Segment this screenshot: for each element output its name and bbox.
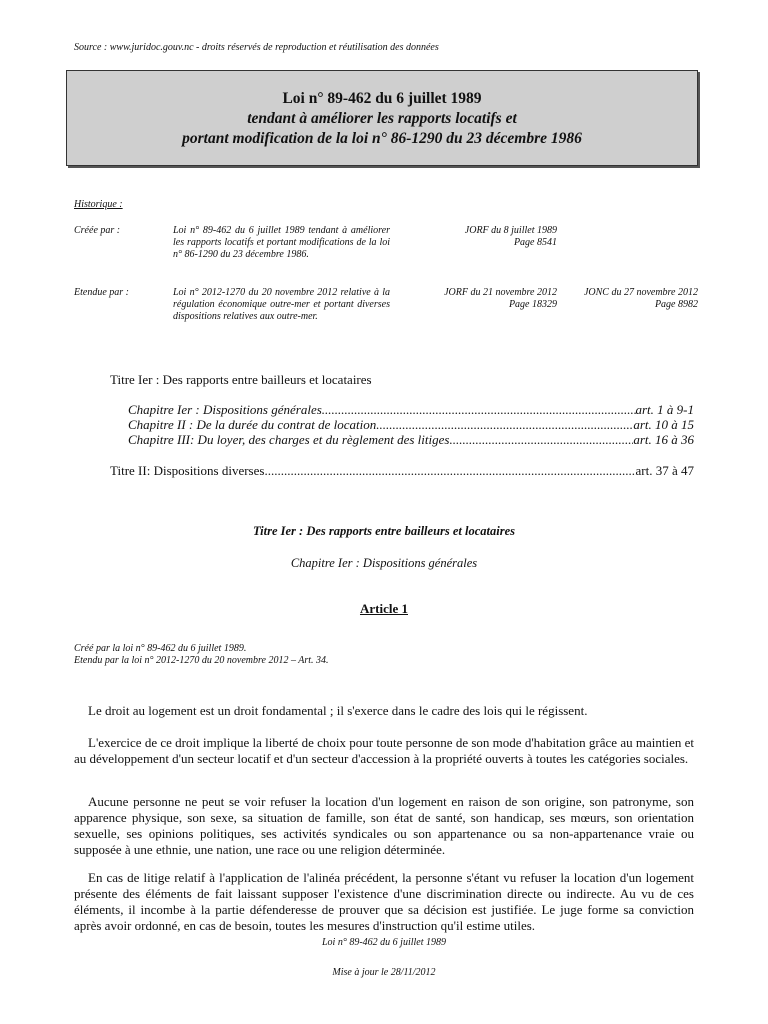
hist-row-desc: Loi n° 89-462 du 6 juillet 1989 tendant à améliorer les rapports locatifs et portant modifications de la loi n° 86-1290 du 23 décembre 1986.	[173, 225, 390, 260]
hist-row-ref-2	[560, 287, 698, 311]
hist-row-ref	[400, 225, 557, 249]
article-note	[74, 643, 329, 667]
source-note: Source : www.juridoc.gouv.nc - droits réservés de reproduction et réutilisation des données	[74, 42, 439, 53]
toc-entry[interactable]	[128, 417, 694, 433]
toc-entry-label: Titre II: Dispositions diverses	[110, 463, 265, 478]
toc-leader	[453, 432, 634, 448]
article-note-line: Etendu par la loi n° 2012-1270 du 20 novembre 2012 – Art. 34.	[74, 655, 329, 666]
title-line-1: Loi n° 89-462 du 6 juillet 1989	[282, 90, 482, 107]
hist-ref-page: Page 8982	[654, 299, 698, 310]
paragraph: L'exercice de ce droit implique la liberté de choix pour toute personne de son mode d'habitation grâce au maintien et au développement d'un secteur locatif et d'un secteur d'accession à la propriété ouverts à toutes les catégories sociales.	[74, 735, 694, 766]
title-line-2: tendant à améliorer les rapports locatifs et	[247, 110, 517, 127]
toc-entry-label: Chapitre Ier : Dispositions générales	[128, 402, 322, 417]
toc-leader	[376, 417, 633, 433]
footer-update: Mise à jour le 28/11/2012	[332, 967, 436, 978]
toc-entry-ref: art. 37 à 47	[635, 463, 694, 478]
toc-titre-1: Titre Ier : Des rapports entre bailleurs et locataires	[110, 372, 372, 387]
toc-entry-ref: art. 10 à 15	[633, 417, 694, 432]
titre-heading: Titre Ier : Des rapports entre bailleurs et locataires	[252, 524, 516, 538]
toc-leader	[322, 402, 636, 418]
hist-row-label: Créée par :	[74, 225, 121, 236]
hist-row-desc: Loi n° 2012-1270 du 20 novembre 2012 relative à la régulation économique outre-mer et portant diverses dispositions relatives aux outre-mer.	[173, 287, 390, 322]
toc-entry-titre-2[interactable]	[110, 463, 694, 479]
toc-entry-ref: art. 16 à 36	[633, 432, 694, 447]
toc-leader	[264, 463, 635, 479]
hist-ref-journal: JORF du 8 juillet 1989	[464, 225, 557, 236]
toc-entry[interactable]	[128, 402, 694, 418]
article-note-line: Créé par la loi n° 89-462 du 6 juillet 1989.	[74, 643, 247, 654]
title-line-3: portant modification de la loi n° 86-1290 du 23 décembre 1986	[182, 130, 582, 147]
article-heading: Article 1	[359, 601, 408, 616]
paragraph: En cas de litige relatif à l'application de l'alinéa précédent, la personne s'étant vu refuser la location d'un logement présente des éléments de fait laissant supposer l'existence d'une discrimination directe ou indirecte. Au vu de ces éléments, il incombe à la partie défenderesse de prouver que sa décision est justifiée. Le juge forme sa conviction après avoir ordonné, en cas de besoin, toutes les mesures d'instruction qu'il estime utiles.	[74, 870, 694, 933]
hist-ref-journal: JORF du 21 novembre 2012	[444, 287, 557, 298]
paragraph: Aucune personne ne peut se voir refuser la location d'un logement en raison de son origine, son patronyme, son apparence physique, son sexe, sa situation de famille, son état de santé, son handicap, ses mœurs, son orientation sexuelle, ses opinions politiques, ses activités syndicales ou son appartenance ou sa non-appartenance vraie ou supposée à une ethnie, une nation, une race ou une religion déterminée.	[74, 794, 694, 857]
footer-law: Loi n° 89-462 du 6 juillet 1989	[322, 937, 446, 948]
historique-label: Historique :	[74, 199, 123, 210]
paragraph: Le droit au logement est un droit fondamental ; il s'exerce dans le cadre des lois qui le régissent.	[88, 703, 588, 718]
toc-entry-ref: art. 1 à 9-1	[635, 402, 694, 417]
hist-row-label: Etendue par :	[74, 287, 129, 298]
toc-entry-label: Chapitre II : De la durée du contrat de location	[128, 417, 377, 432]
hist-ref-page: Page 18329	[508, 299, 557, 310]
chapitre-heading: Chapitre Ier : Dispositions générales	[290, 556, 478, 570]
toc-entry[interactable]	[128, 432, 694, 448]
toc-entry-label: Chapitre III: Du loyer, des charges et du règlement des litiges.	[128, 432, 453, 447]
hist-ref-journal: JONC du 27 novembre 2012	[583, 287, 698, 298]
title-box	[66, 70, 698, 166]
hist-ref-page: Page 8541	[513, 237, 557, 248]
hist-row-ref	[400, 287, 557, 311]
